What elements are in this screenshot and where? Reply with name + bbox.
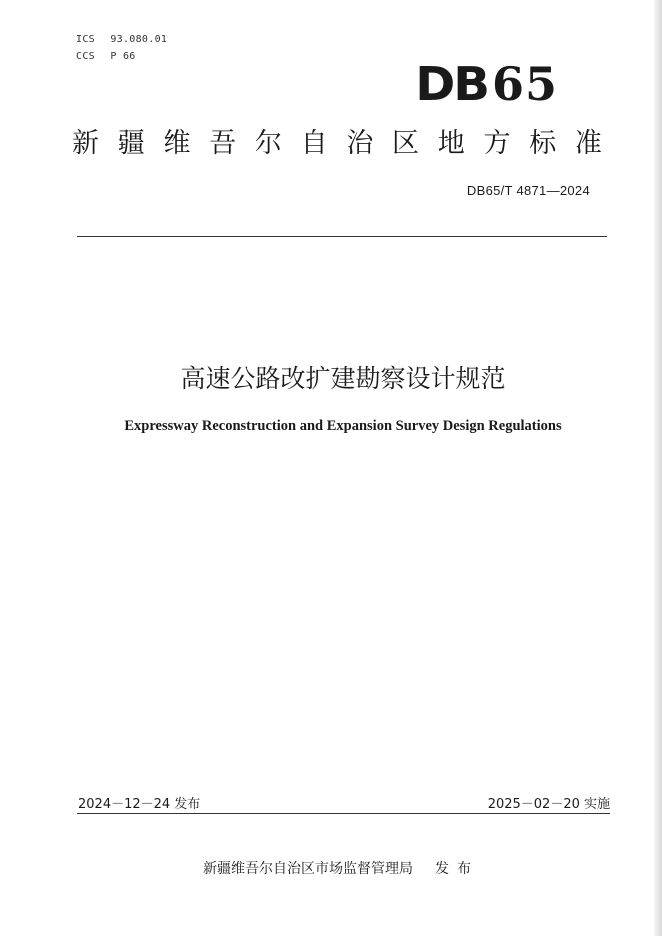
document-title-en: Expressway Reconstruction and Expansion Survey Design Regulations — [124, 418, 562, 434]
authority-char: 疆 — [117, 128, 145, 159]
authority-title — [72, 126, 602, 162]
ccs-label: CCS — [76, 51, 95, 62]
document-title-zh: 高速公路改扩建勘察设计规范 — [180, 364, 506, 393]
authority-char: 区 — [392, 128, 420, 159]
standard-number: DB65/T 4871—2024 — [466, 183, 590, 198]
authority-char: 方 — [483, 128, 511, 159]
page-edge-shadow — [654, 0, 662, 936]
authority-char: 维 — [163, 128, 191, 159]
authority-char: 地 — [437, 128, 465, 159]
authority-char: 治 — [346, 128, 374, 159]
ics-classification — [76, 34, 167, 45]
publisher-line — [0, 858, 662, 878]
ccs-classification — [76, 51, 136, 62]
ics-label: ICS — [76, 34, 95, 45]
db-logo-prefix: DB — [415, 57, 488, 111]
authority-char: 自 — [300, 128, 328, 159]
authority-char: 标 — [529, 128, 557, 159]
ics-value: 93.080.01 — [110, 34, 168, 45]
publisher-action: 发布 — [435, 861, 479, 877]
db-logo — [417, 58, 558, 110]
publisher-name: 新疆维吾尔自治区市场监督管理局 — [203, 861, 413, 877]
authority-char: 准 — [574, 128, 602, 159]
top-divider — [77, 236, 607, 237]
bottom-divider — [77, 813, 610, 814]
authority-char: 吾 — [209, 128, 237, 159]
db-logo-number: 65 — [491, 57, 558, 111]
authority-char: 尔 — [254, 128, 282, 159]
authority-char: 新 — [72, 128, 99, 159]
implementation-date: 2025－02－20 实施 — [487, 797, 610, 812]
issue-date: 2024－12－24 发布 — [78, 797, 201, 812]
ccs-value: P 66 — [110, 51, 136, 62]
